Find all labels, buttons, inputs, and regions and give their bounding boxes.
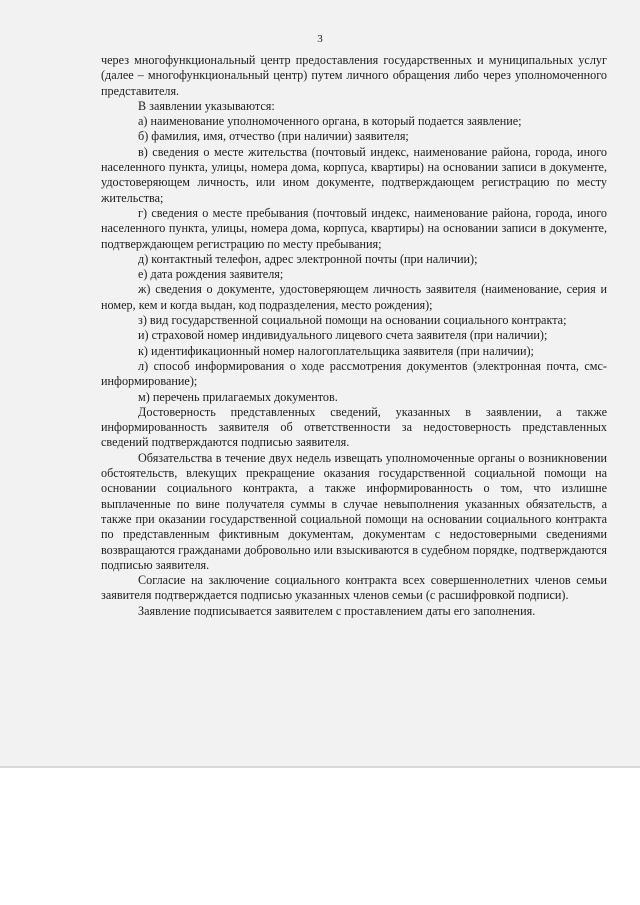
list-item-l: л) способ информирования о ходе рассмотрения документов (электронная почта, смс-информирование);: [101, 358, 607, 389]
list-item-z: з) вид государственной социальной помощи на основании социального контракта;: [138, 313, 567, 328]
list-item-v: в) сведения о месте жительства (почтовый индекс, наименование района, города, иного населенного пункта, улицы, номера дома, корпуса, квартиры) на основании записи в документе, удостоверяющем личность, или ином документе, подтверждающем регистрацию по месту жительства;: [101, 144, 607, 205]
page-bottom-edge: [0, 766, 640, 768]
list-item-m: м) перечень прилагаемых документов.: [138, 389, 338, 404]
paragraph-intro-continuation: через многофункциональный центр предоставления государственных и муниципальных услуг (далее – многофункциональный центр) путем личного обращения либо через уполномоченного представителя.: [101, 53, 607, 98]
document-text: [101, 53, 607, 619]
list-item-a: а) наименование уполномоченного органа, в который подается заявление;: [138, 114, 522, 129]
list-item-k: к) идентификационный номер налогоплательщика заявителя (при наличии);: [138, 343, 534, 358]
paragraph-obligations: Обязательства в течение двух недель извещать уполномоченные органы о возникновении обстоятельств, влекущих прекращение оказания государственной социальной помощи на основании социального контракта, а также информированность о том, что излишне выплаченные по вине получателя суммы в случае невыполнения указанных обязательств, а также при оказании государственной социальной помощи на основании социального контракта по представленным фиктивным документам, документам с недостоверными сведениями возвращаются гражданами добровольно или взыскиваются в судебном порядке, подтверждаются подписью заявителя.: [101, 450, 607, 572]
paragraph-application-contents-heading: В заявлении указываются:: [138, 98, 275, 113]
page-number: 3: [317, 33, 323, 45]
list-item-zh: ж) сведения о документе, удостоверяющем личность заявителя (наименование, серия и номер, кем и когда выдан, код подразделения, место рождения);: [101, 282, 607, 312]
list-item-g: г) сведения о месте пребывания (почтовый индекс, наименование района, города, иного населенного пункта, улицы, номера дома, корпуса, квартиры) на основании записи в документе, подтверждающем регистрацию по месту пребывания;: [101, 205, 607, 251]
paragraph-reliability: Достоверность представленных сведений, указанных в заявлении, а также информированность заявителя об ответственности за недостоверность представленных сведений подтверждаются подписью заявителя.: [101, 404, 607, 450]
paragraph-consent: Согласие на заключение социального контракта всех совершеннолетних членов семьи заявителя подтверждается подписью указанных членов семьи (с расшифровкой подписи).: [101, 573, 607, 603]
list-item-b: б) фамилия, имя, отчество (при наличии) заявителя;: [138, 129, 409, 144]
list-item-d: д) контактный телефон, адрес электронной почты (при наличии);: [138, 251, 478, 266]
paragraph-signature: Заявление подписывается заявителем с проставлением даты его заполнения.: [138, 603, 536, 618]
list-item-e: е) дата рождения заявителя;: [138, 267, 284, 282]
list-item-i: и) страховой номер индивидуального лицевого счета заявителя (при наличии);: [138, 328, 548, 343]
